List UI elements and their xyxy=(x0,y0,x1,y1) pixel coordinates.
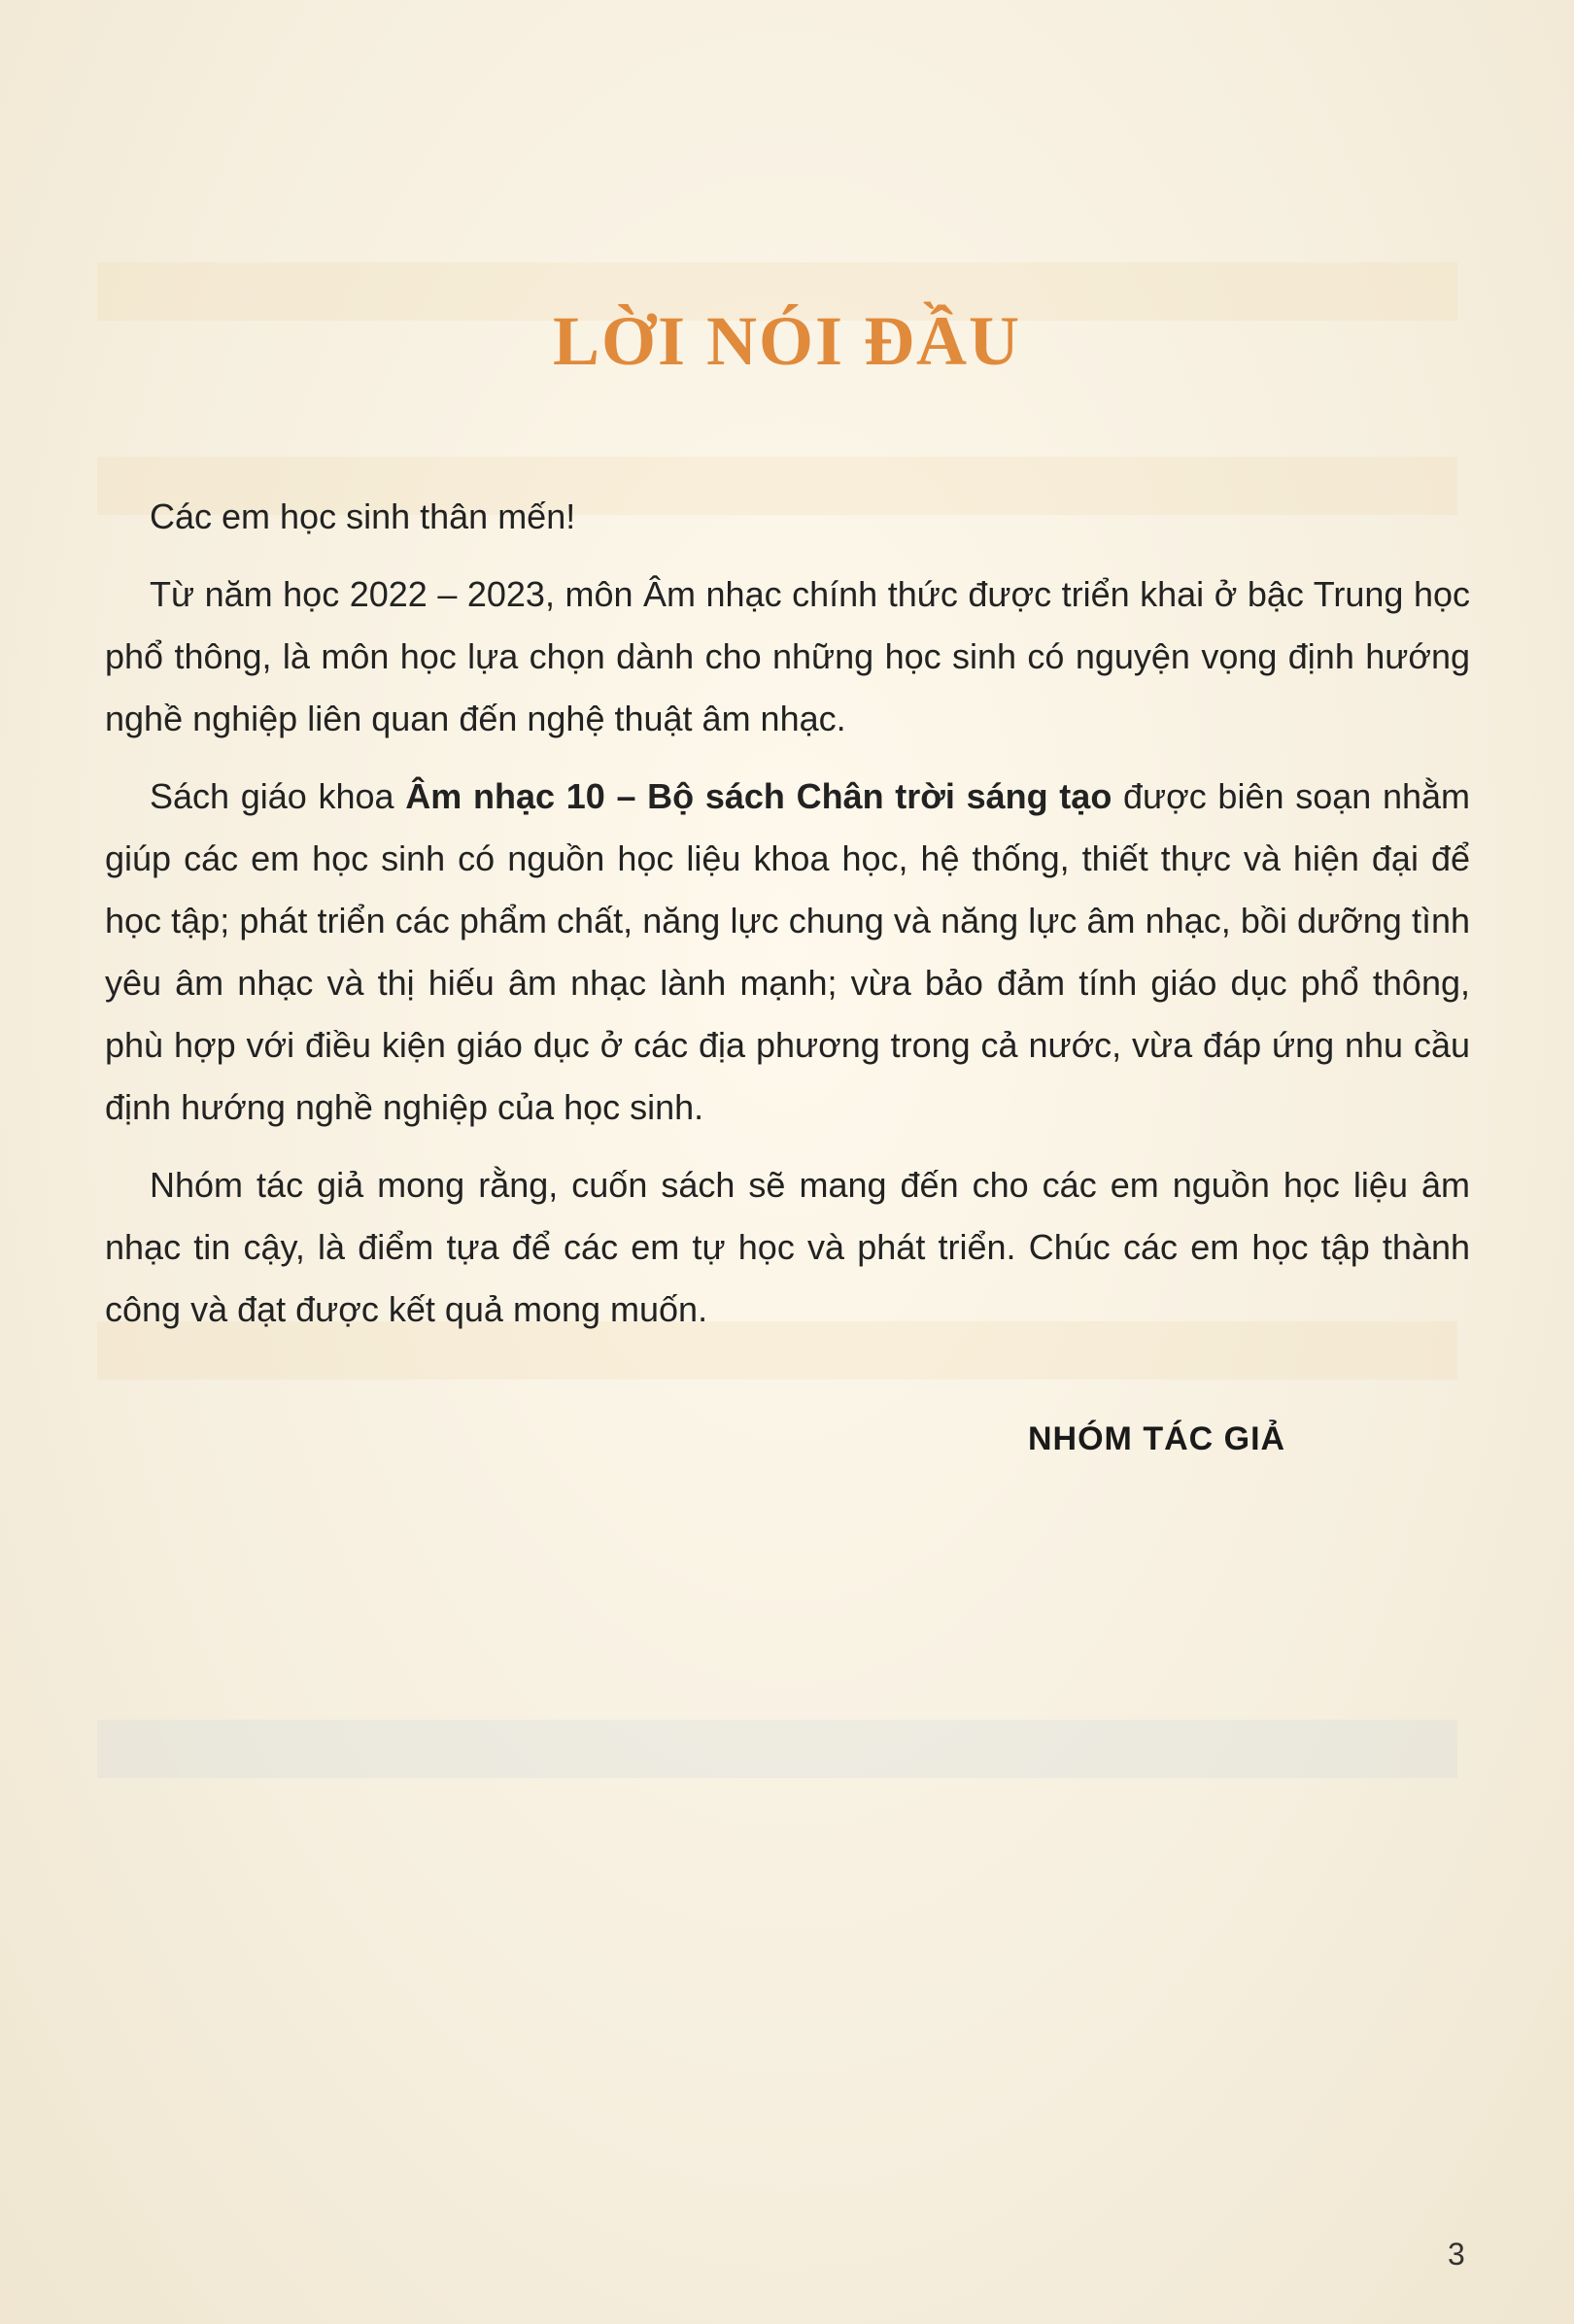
book-title-bold: Âm nhạc 10 – Bộ sách Chân trời sáng tạo xyxy=(405,776,1112,816)
bleed-through-band xyxy=(97,1720,1457,1778)
page-title: LỜI NÓI ĐẦU xyxy=(552,302,1022,380)
page-number: 3 xyxy=(1448,2237,1465,2272)
preface-body xyxy=(105,486,1470,1356)
closing-paragraph: Nhóm tác giả mong rằng, cuốn sách sẽ mang đến cho các em nguồn học liệu âm nhạc tin cậy, là điểm tựa để các em tự học và phát triển. Chúc các em học tập thành công và đạt được kết quả mong muốn. xyxy=(105,1165,1470,1329)
greeting-paragraph: Các em học sinh thân mến! xyxy=(150,496,576,536)
author-signature: NHÓM TÁC GIẢ xyxy=(1028,1420,1286,1457)
book-purpose-text: được biên soạn nhằm giúp các em học sinh có nguồn học liệu khoa học, hệ thống, thiết thực và hiện đại để học tập; phát triển các phẩm chất, năng lực chung và năng lực âm nhạc, bồi dưỡng tình yêu âm nhạc và thị hiếu âm nhạc lành mạnh; vừa bảo đảm tính giáo dục phổ thông, phù hợp với điều kiện giáo dục ở các địa phương trong cả nước, vừa đáp ứng nhu cầu định hướng nghề nghiệp của học sinh. xyxy=(105,776,1471,1127)
book-purpose-paragraph xyxy=(105,766,1470,1139)
book-purpose-prefix: Sách giáo khoa xyxy=(150,776,406,816)
intro-paragraph: Từ năm học 2022 – 2023, môn Âm nhạc chính thức được triển khai ở bậc Trung học phổ thông, là môn học lựa chọn dành cho những học sinh có nguyện vọng định hướng nghề nghiệp liên quan đến nghệ thuật âm nhạc. xyxy=(105,574,1470,738)
